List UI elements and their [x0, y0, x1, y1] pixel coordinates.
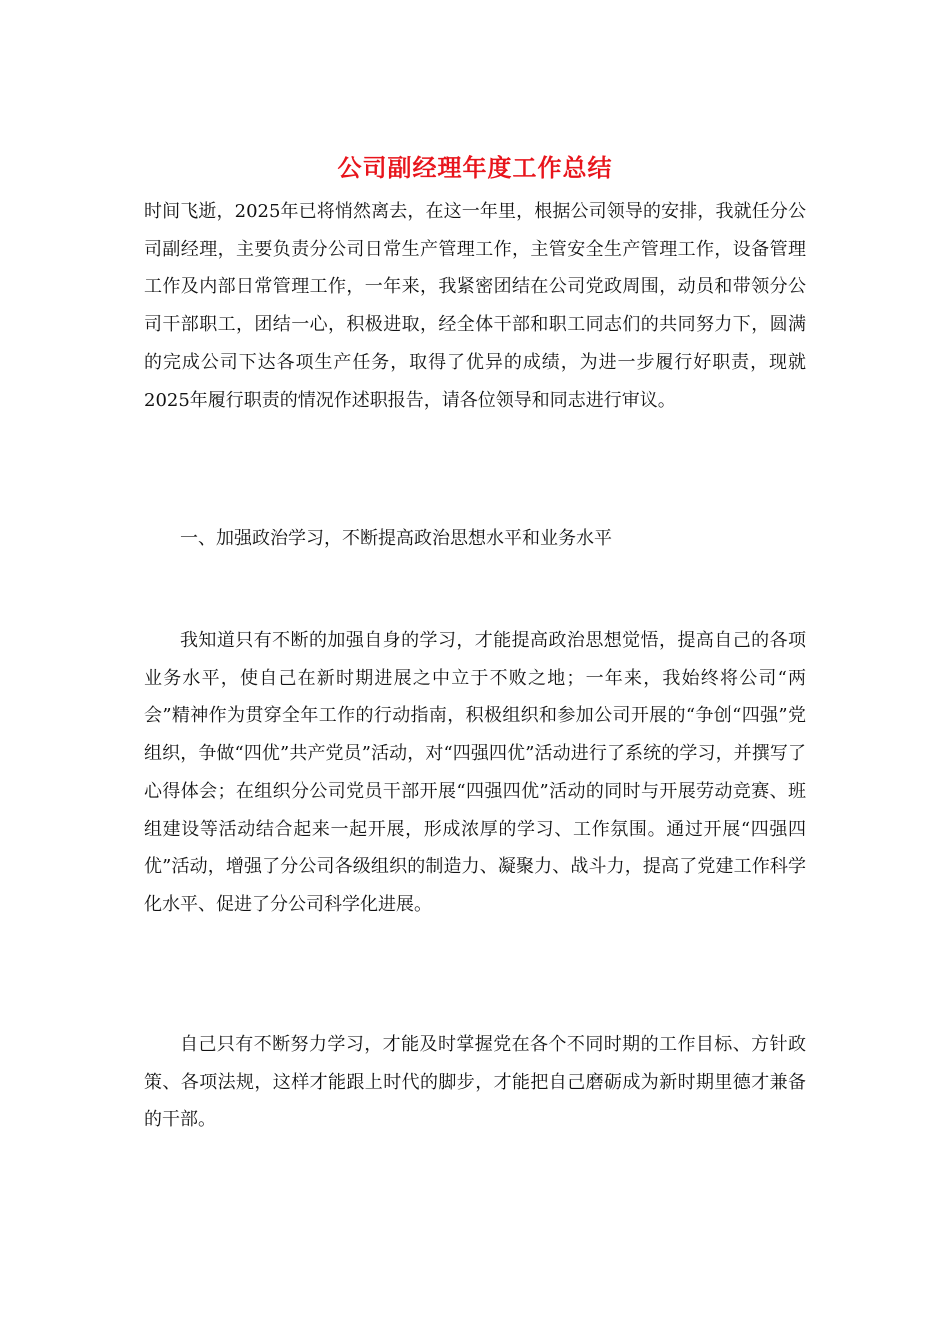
body-paragraph: 自己只有不断努力学习，才能及时掌握党在各个不同时期的工作目标、方针政策、各项法规，这样才能跟上时代的脚步，才能把自己磨砺成为新时期里德才兼备的干部。: [144, 1034, 806, 1131]
intro-paragraph: 时间飞逝，2025年已将悄然离去，在这一年里，根据公司领导的安排，我就任分公司副经理，主要负责分公司日常生产管理工作，主管安全生产管理工作，设备管理工作及内部日常管理工作，一年来，我紧密团结在公司党政周围，动员和带领分公司干部职工，团结一心，积极进取，经全体干部和职工同志们的共同努力下，圆满的完成公司下达各项生产任务，取得了优异的成绩，为进一步履行好职责，现就2025年履行职责的情况作述职报告，请各位领导和同志进行审议。: [144, 201, 806, 411]
body-paragraph: 我知道只有不断的加强自身的学习，才能提高政治思想觉悟，提高自己的各项业务水平，使自己在新时期进展之中立于不败之地；一年来，我始终将公司“两会”精神作为贯穿全年工作的行动指南，积极组织和参加公司开展的“争创“四强”党组织，争做“四优”共产党员”活动，对“四强四优”活动进行了系统的学习，并撰写了心得体会；在组织分公司党员干部开展“四强四优”活动的同时与开展劳动竞赛、班组建设等活动结合起来一起开展，形成浓厚的学习、工作氛围。通过开展“四强四优”活动，增强了分公司各级组织的制造力、凝聚力、战斗力，提高了党建工作科学化水平、促进了分公司科学化进展。: [144, 630, 806, 915]
section-heading: 一、加强政治学习，不断提高政治思想水平和业务水平: [180, 528, 612, 549]
document-title: 公司副经理年度工作总结: [337, 154, 613, 182]
